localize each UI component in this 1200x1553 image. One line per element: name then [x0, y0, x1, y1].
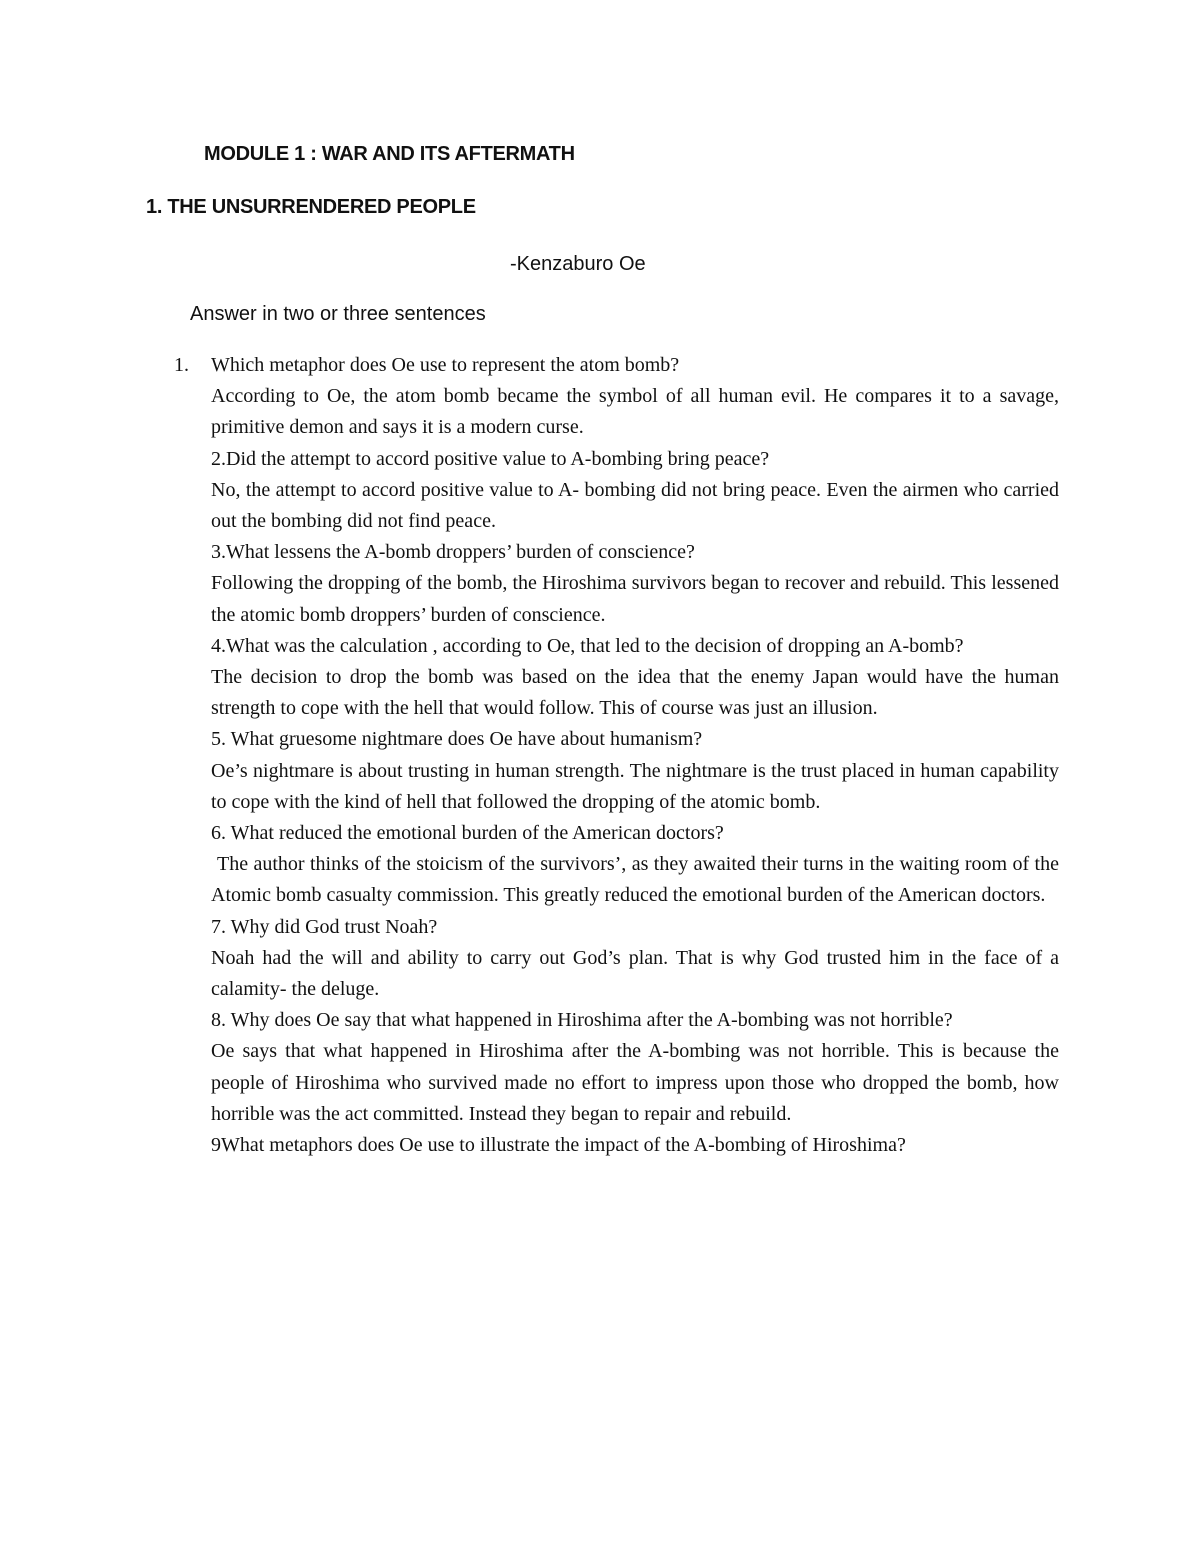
answer-3: Following the dropping of the bomb, the Hiroshima survivors began to recover and rebuild. This lessened the atomic bomb droppers’ burden of conscience. [211, 572, 1059, 626]
question-2: 2.Did the attempt to accord positive value to A-bombing bring peace? [211, 447, 770, 470]
answer-4: The decision to drop the bomb was based on the idea that the enemy Japan would have the human strength to cope with the hell that would follow. This of course was just an illusion. [211, 666, 1059, 720]
answer-5: Oe’s nightmare is about trusting in human strength. The nightmare is the trust placed in human capability to cope with the kind of hell that followed the dropping of the atomic bomb. [211, 759, 1059, 813]
section-title: 1. THE UNSURRENDERED PEOPLE [146, 196, 476, 218]
question-1-text: Which metaphor does Oe use to represent the atom bomb? [211, 354, 680, 376]
question-5: 5. What gruesome nightmare does Oe have about humanism? [211, 728, 703, 751]
answer-1: According to Oe, the atom bomb became the symbol of all human evil. He compares it to a savage, primitive demon and says it is a modern curse. [211, 385, 1059, 439]
answer-6: The author thinks of the stoicism of the survivors’, as they awaited their turns in the waiting room of the Atomic bomb casualty commission. This greatly reduced the emotional burden of the American doctors. [211, 853, 1059, 907]
question-1 [174, 350, 1059, 381]
question-7: 7. Why did God trust Noah? [211, 915, 438, 938]
question-6: 6. What reduced the emotional burden of the American doctors? [211, 822, 724, 845]
question-4: 4.What was the calculation , according to Oe, that led to the decision of dropping an A-bomb? [211, 634, 964, 657]
instruction-text: Answer in two or three sentences [190, 303, 486, 325]
author-name: -Kenzaburo Oe [510, 253, 646, 275]
question-8: 8. Why does Oe say that what happened in Hiroshima after the A-bombing was not horrible? [211, 1009, 953, 1032]
answer-8: Oe says that what happened in Hiroshima after the A-bombing was not horrible. This is because the people of Hiroshima who survived made no effort to impress upon those who dropped the bomb, how horrible was the act committed. Instead they began to repair and rebuild. [211, 1040, 1059, 1125]
question-1-number: 1. [174, 354, 189, 376]
answer-7: Noah had the will and ability to carry out God’s plan. That is why God trusted him in the face of a calamity- the deluge. [211, 946, 1059, 1001]
question-answer-list [174, 350, 1059, 1161]
answer-2: No, the attempt to accord positive value to A- bombing did not bring peace. Even the airmen who carried out the bombing did not find peace. [211, 478, 1059, 533]
question-9: 9What metaphors does Oe use to illustrate the impact of the A-bombing of Hiroshima? [211, 1134, 906, 1157]
question-3: 3.What lessens the A-bomb droppers’ burden of conscience? [211, 541, 695, 564]
module-title: MODULE 1 : WAR AND ITS AFTERMATH [204, 143, 575, 165]
